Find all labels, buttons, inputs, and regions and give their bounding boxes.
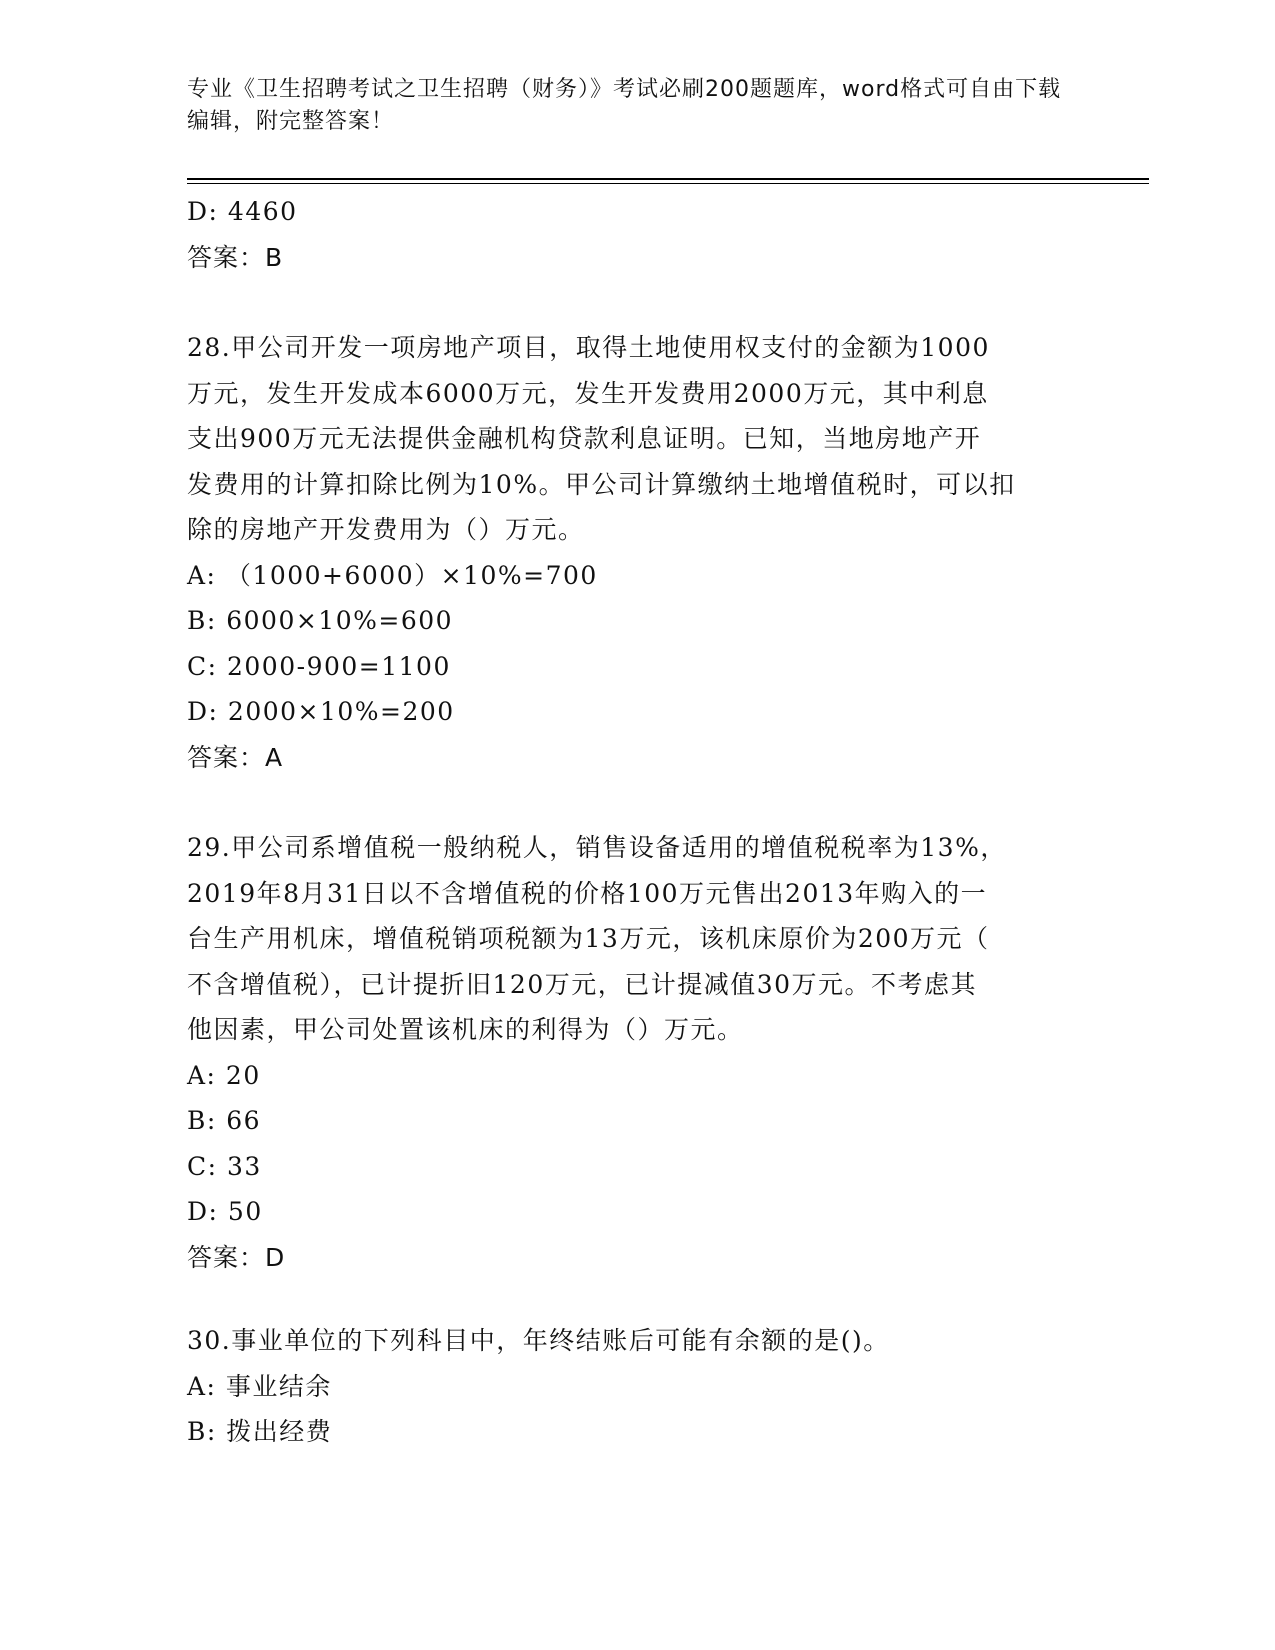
question-line: 2019年8月31日以不含增值税的价格100万元售出2013年购入的一 (187, 878, 988, 908)
question-line: 他因素，甲公司处置该机床的利得为（）万元。 (187, 1015, 744, 1044)
question-28-option-b: B: 6000×10%=600 (187, 606, 454, 635)
question-28-text (187, 325, 1072, 553)
prev-answer: 答案：B (187, 242, 284, 272)
header-rule-thick (187, 178, 1149, 180)
question-28-option-c: C: 2000-900=1100 (187, 651, 451, 681)
question-30-option-b: B: 拨出经费 (187, 1417, 333, 1446)
question-28-option-a: A: （1000+6000）×10%=700 (187, 560, 598, 590)
prev-option-d: D: 4460 (187, 197, 298, 226)
question-line: 万元，发生开发成本6000万元，发生开发费用2000万元，其中利息 (187, 378, 989, 408)
page-header (187, 74, 1067, 138)
question-line: 30.事业单位的下列科目中，年终结账后可能有余额的是()。 (187, 1326, 890, 1355)
question-29-option-d: D: 50 (187, 1197, 263, 1226)
question-28-answer: 答案：A (187, 742, 284, 772)
question-29-option-c: C: 33 (187, 1151, 262, 1181)
question-line: 台生产用机床，增值税销项税额为13万元，该机床原价为200万元（ (187, 924, 990, 953)
question-line: 支出900万元无法提供金融机构贷款利息证明。已知，当地房地产开 (187, 424, 982, 453)
question-30 (187, 1318, 1087, 1455)
question-29-answer: 答案：D (187, 1242, 286, 1272)
question-29-option-b: B: 66 (187, 1106, 262, 1135)
question-29-text (187, 825, 1072, 1053)
question-30-text (187, 1318, 1072, 1364)
question-29 (187, 825, 1087, 1280)
header-title: 专业《卫生招聘考试之卫生招聘（财务）》考试必刷200题题库，word格式可自由下载编辑，附完整答案！ (187, 77, 1062, 134)
header-rule-thin (187, 183, 1149, 184)
question-line: 29.甲公司系增值税一般纳税人，销售设备适用的增值税税率为13%， (187, 833, 1007, 862)
question-line: 不含增值税），已计提折旧120万元，已计提减值30万元。不考虑其 (187, 969, 978, 999)
question-line: 除的房地产开发费用为（）万元。 (187, 515, 585, 544)
question-29-option-a: A: 20 (187, 1060, 261, 1090)
question-28 (187, 325, 1087, 780)
question-30-option-a: A: 事业结余 (187, 1371, 332, 1401)
question-28-option-d: D: 2000×10%=200 (187, 697, 455, 726)
question-line: 发费用的计算扣除比例为10%。甲公司计算缴纳土地增值税时，可以扣 (187, 469, 1016, 499)
content (187, 189, 1087, 1455)
question-line: 28.甲公司开发一项房地产项目，取得土地使用权支付的金额为1000 (187, 333, 990, 362)
